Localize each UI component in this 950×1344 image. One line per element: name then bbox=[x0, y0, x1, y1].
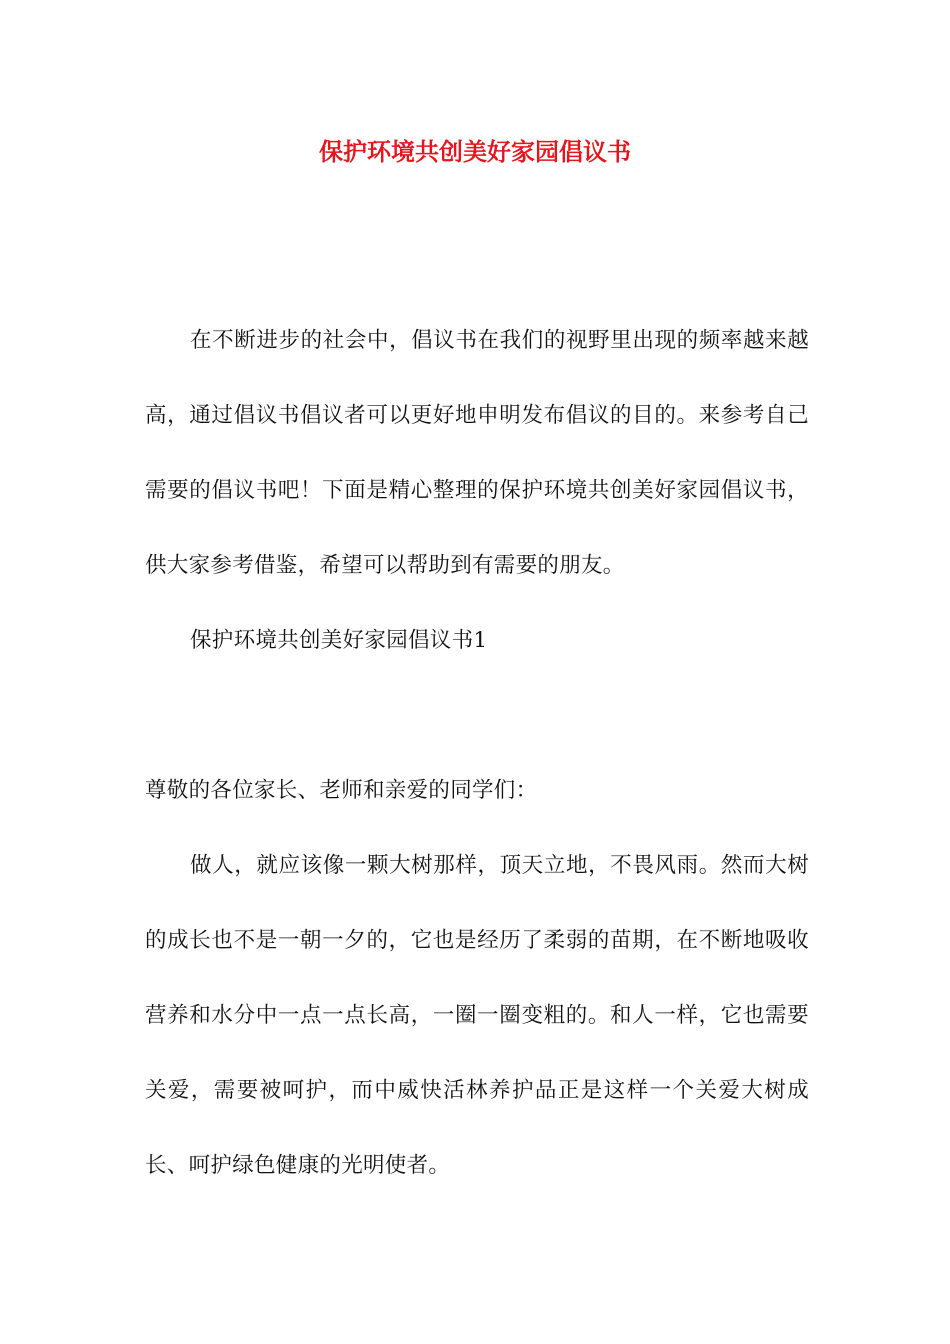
body-paragraph: 做人，就应该像一颗大树那样，顶天立地，不畏风雨。然而大树的成长也不是一朝一夕的，它也是经历了柔弱的苗期，在不断地吸收营养和水分中一点一点长高，一圈一圈变粗的。和人一样，它也需要关爱，需要被呵护，而中威快活林养护品正是这样一个关爱大树成长、呵护绿色健康的光明使者。 bbox=[145, 853, 809, 1178]
intro-paragraph: 在不断进步的社会中，倡议书在我们的视野里出现的频率越来越高，通过倡议书倡议者可以更好地申明发布倡议的目的。来参考自己需要的倡议书吧！下面是精心整理的保护环境共创美好家园倡议书，供大家参考借鉴，希望可以帮助到有需要的朋友。 bbox=[145, 328, 809, 578]
salutation: 尊敬的各位家长、老师和亲爱的同学们： bbox=[145, 778, 538, 803]
section-heading: 保护环境共创美好家园倡议书1 bbox=[190, 628, 488, 653]
document-title: 保护环境共创美好家园倡议书 bbox=[319, 137, 631, 166]
